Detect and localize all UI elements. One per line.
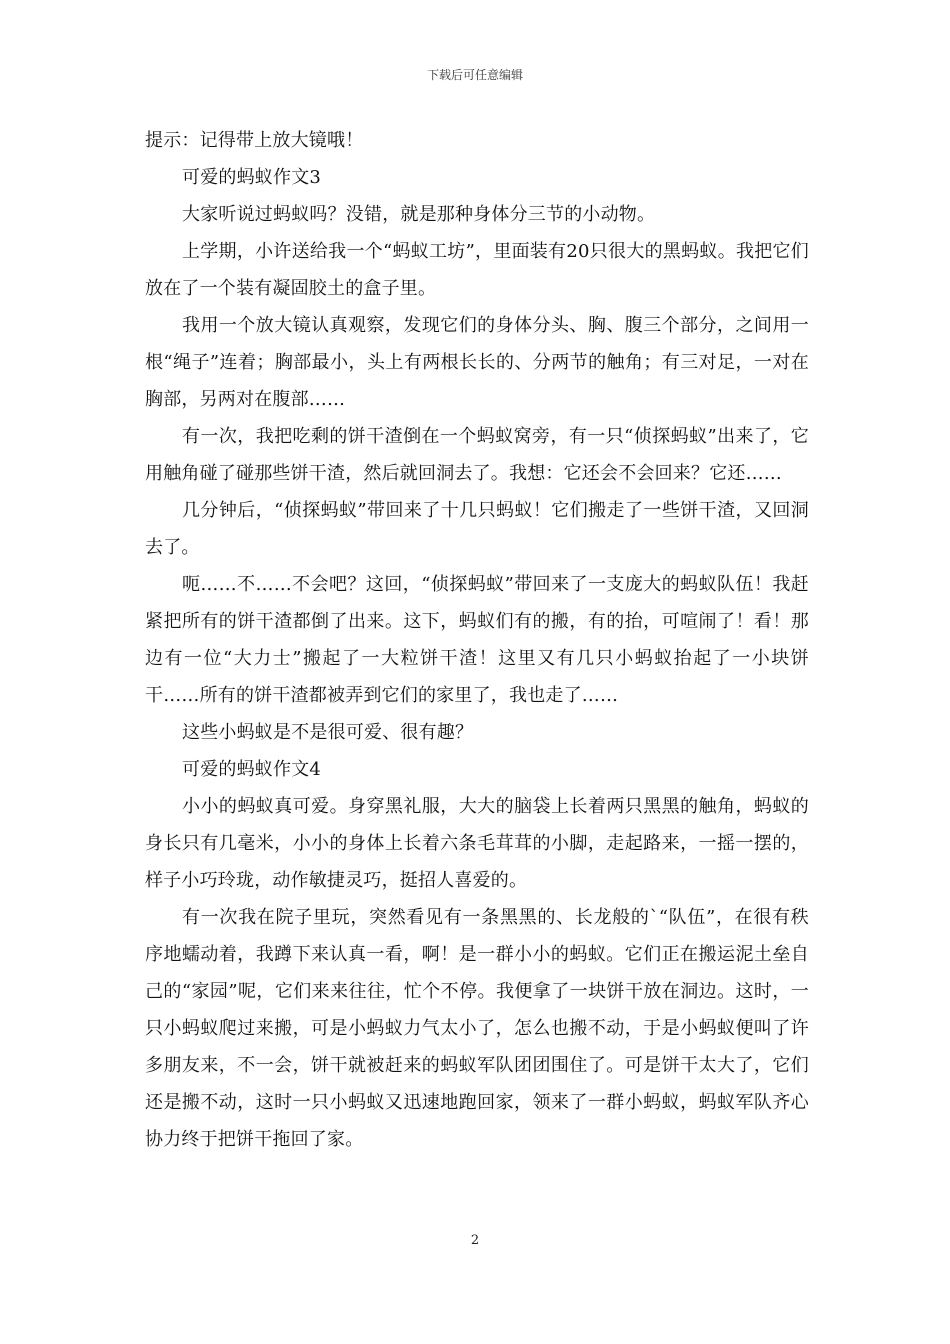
paragraph-tip: 提示：记得带上放大镜哦！ — [145, 130, 364, 151]
page-header: 下载后可任意编辑 — [426, 68, 523, 82]
paragraph: 几分钟后，“侦探蚂蚁”带回来了十几只蚂蚁！它们搬走了一些饼干渣，又回洞去了。 — [145, 500, 809, 558]
paragraph: 上学期，小许送给我一个“蚂蚁工坊”，里面装有20只很大的黑蚂蚁。我把它们放在了一个装有凝固胶土的盒子里。 — [145, 241, 809, 299]
page-number: 2 — [470, 1233, 480, 1248]
document-body — [145, 122, 809, 1158]
essay-title-3: 可爱的蚂蚁作文3 — [182, 167, 322, 188]
paragraph: 呃……不……不会吧？这回，“侦探蚂蚁”带回来了一支庞大的蚂蚁队伍！我赶紧把所有的饼干渣都倒了出来。这下，蚂蚁们有的搬，有的抬，可喧闹了！看！那边有一位“大力士”搬起了一大粒饼干渣！这里又有几只小蚂蚁抬起了一小块饼干……所有的饼干渣都被弄到它们的家里了，我也走了…… — [145, 574, 809, 706]
paragraph: 大家听说过蚂蚁吗？没错，就是那种身体分三节的小动物。 — [182, 204, 656, 225]
paragraph: 小小的蚂蚁真可爱。身穿黑礼服，大大的脑袋上长着两只黑黑的触角，蚂蚁的身长只有几毫米，小小的身体上长着六条毛茸茸的小脚，走起路来，一摇一摆的，样子小巧玲珑，动作敏捷灵巧，挺招人喜爱的。 — [145, 796, 809, 891]
paragraph: 有一次，我把吃剩的饼干渣倒在一个蚂蚁窝旁，有一只“侦探蚂蚁”出来了，它用触角碰了碰那些饼干渣，然后就回洞去了。我想：它还会不会回来？它还…… — [145, 426, 809, 484]
paragraph: 我用一个放大镜认真观察，发现它们的身体分头、胸、腹三个部分，之间用一根“绳子”连着；胸部最小，头上有两根长长的、分两节的触角；有三对足，一对在胸部，另两对在腹部…… — [145, 315, 809, 410]
essay-title-4: 可爱的蚂蚁作文4 — [182, 759, 322, 780]
paragraph: 有一次我在院子里玩，突然看见有一条黑黑的、长龙般的`“队伍”，在很有秩序地蠕动着，我蹲下来认真一看，啊！是一群小小的蚂蚁。它们正在搬运泥土垒自己的“家园”呢，它们来来往往，忙个不停。我便拿了一块饼干放在洞边。这时，一只小蚂蚁爬过来搬，可是小蚂蚁力气太小了，怎么也搬不动，于是小蚂蚁便叫了许多朋友来，不一会，饼干就被赶来的蚂蚁军队团团围住了。可是饼干太大了，它们还是搬不动，这时一只小蚂蚁又迅速地跑回家，领来了一群小蚂蚁，蚂蚁军队齐心协力终于把饼干拖回了家。 — [145, 907, 809, 1150]
paragraph: 这些小蚂蚁是不是很可爱、很有趣？ — [182, 722, 474, 743]
